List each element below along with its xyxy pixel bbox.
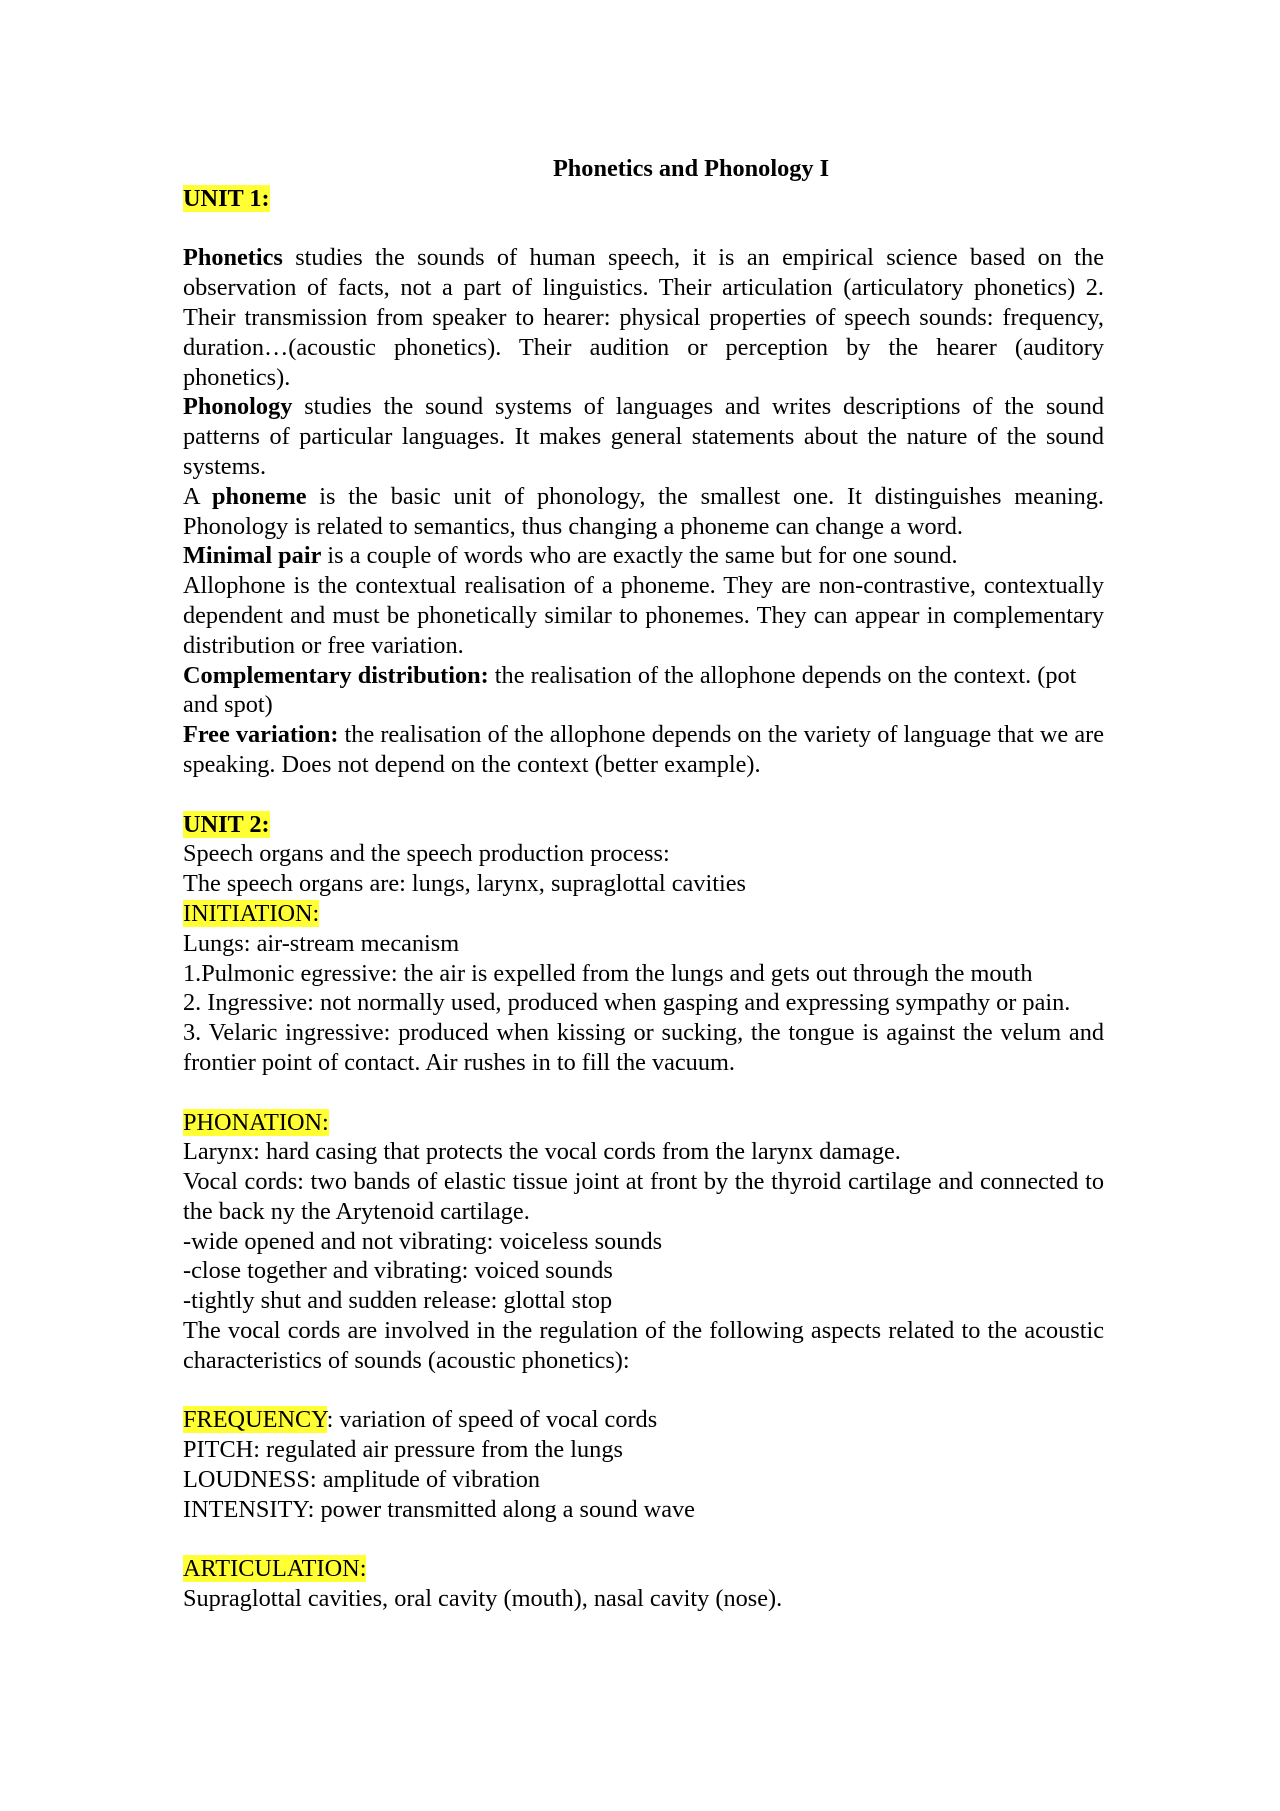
initiation-heading: INITIATION: [183, 899, 320, 927]
phoneme-paragraph [183, 482, 1104, 542]
unit2-heading: UNIT 2: [183, 810, 270, 838]
complementary-distribution-paragraph [183, 661, 1104, 721]
unit1-heading-line [183, 184, 1104, 214]
unit2-heading-line [183, 810, 1104, 840]
phonation-heading: PHONATION: [183, 1108, 329, 1136]
initiation-heading-line [183, 899, 1104, 929]
initiation-line-2: 1.Pulmonic egressive: the air is expelled from the lungs and gets out through the mouth [183, 959, 1033, 987]
frequency-term: FREQUENCY [183, 1406, 327, 1434]
articulation-line-1: Supraglottal cavities, oral cavity (mouth), nasal cavity (nose). [183, 1585, 783, 1613]
allophone-paragraph: Allophone is the contextual realisation of a phoneme. They are non-contrastive, contextually dependent and must be phonetically similar to phonemes. They can appear in complementary distribution or free variation. [183, 572, 1104, 659]
free-variation-term: Free variation: [183, 721, 339, 749]
phonetics-text: studies the sounds of human speech, it is an empirical science based on the observation of facts, not a part of linguistics. Their articulation (articulatory phonetics) 2. Their transmission from speaker to hearer: physical properties of speech sounds: frequency, duration…(acoustic phonetics). Their audition or perception by the hearer (auditory phonetics). [183, 244, 1104, 391]
intensity-line: INTENSITY: power transmitted along a sound wave [183, 1495, 695, 1523]
spacer [183, 1078, 1104, 1108]
phoneme-pre: A [183, 482, 212, 510]
phonology-paragraph [183, 392, 1104, 481]
initiation-line-1: Lungs: air-stream mecanism [183, 929, 460, 957]
spacer [183, 1376, 1104, 1406]
complementary-distribution-term: Complementary distribution: [183, 661, 489, 689]
page-title: Phonetics and Phonology I [552, 155, 830, 182]
complementary-distribution-text: the realisation of the allophone depends on the context. (pot and spot) [183, 661, 1077, 719]
unit2-line-2: The speech organs are: lungs, larynx, supraglottal cavities [183, 870, 746, 898]
minimal-pair-paragraph [183, 541, 1104, 571]
minimal-pair-term: Minimal pair [183, 542, 322, 570]
phonology-term: Phonology [183, 393, 293, 421]
phonation-line-5: -tightly shut and sudden release: glottal stop [183, 1287, 613, 1315]
phonetics-term: Phonetics [183, 244, 283, 272]
loudness-line: LOUDNESS: amplitude of vibration [183, 1466, 540, 1494]
phonation-line-1: Larynx: hard casing that protects the vocal cords from the larynx damage. [183, 1138, 901, 1166]
initiation-line-4: 3. Velaric ingressive: produced when kissing or sucking, the tongue is against the velum and frontier point of contact. Air rushes in to fill the vacuum. [183, 1019, 1104, 1076]
spacer [183, 1525, 1104, 1555]
phonetics-paragraph [183, 243, 1104, 392]
phonation-line-2: Vocal cords: two bands of elastic tissue joint at front by the thyroid cartilage and connected to the back ny the Arytenoid cartilage. [183, 1168, 1104, 1225]
free-variation-paragraph [183, 720, 1104, 780]
phoneme-term: phoneme [211, 482, 307, 510]
pitch-line: PITCH: regulated air pressure from the lungs [183, 1436, 623, 1464]
articulation-heading: ARTICULATION: [183, 1555, 367, 1583]
minimal-pair-text: is a couple of words who are exactly the same but for one sound. [321, 542, 958, 570]
unit1-heading: UNIT 1: [183, 184, 270, 212]
phonation-line-4: -close together and vibrating: voiced sounds [183, 1257, 613, 1285]
phonation-line-3: -wide opened and not vibrating: voiceless sounds [183, 1227, 663, 1255]
phonology-text: studies the sound systems of languages and writes descriptions of the sound patterns of particular languages. It makes general statements about the nature of the sound systems. [183, 393, 1104, 480]
articulation-heading-line [183, 1554, 1104, 1584]
spacer [183, 780, 1104, 810]
unit2-line-1: Speech organs and the speech production process: [183, 840, 670, 868]
free-variation-text: the realisation of the allophone depends on the variety of language that we are speaking. Does not depend on the context (better example). [183, 721, 1104, 778]
spacer [183, 214, 1104, 244]
phoneme-text: is the basic unit of phonology, the smallest one. It distinguishes meaning. Phonology is related to semantics, thus changing a phoneme can change a word. [183, 482, 1104, 540]
frequency-text: : variation of speed of vocal cords [326, 1406, 658, 1434]
frequency-line [183, 1405, 1104, 1435]
phonation-heading-line [183, 1108, 1104, 1138]
phonation-line-6: The vocal cords are involved in the regulation of the following aspects related to the acoustic characteristics of sounds (acoustic phonetics): [183, 1317, 1104, 1374]
initiation-line-3: 2. Ingressive: not normally used, produced when gasping and expressing sympathy or pain. [183, 989, 1071, 1017]
